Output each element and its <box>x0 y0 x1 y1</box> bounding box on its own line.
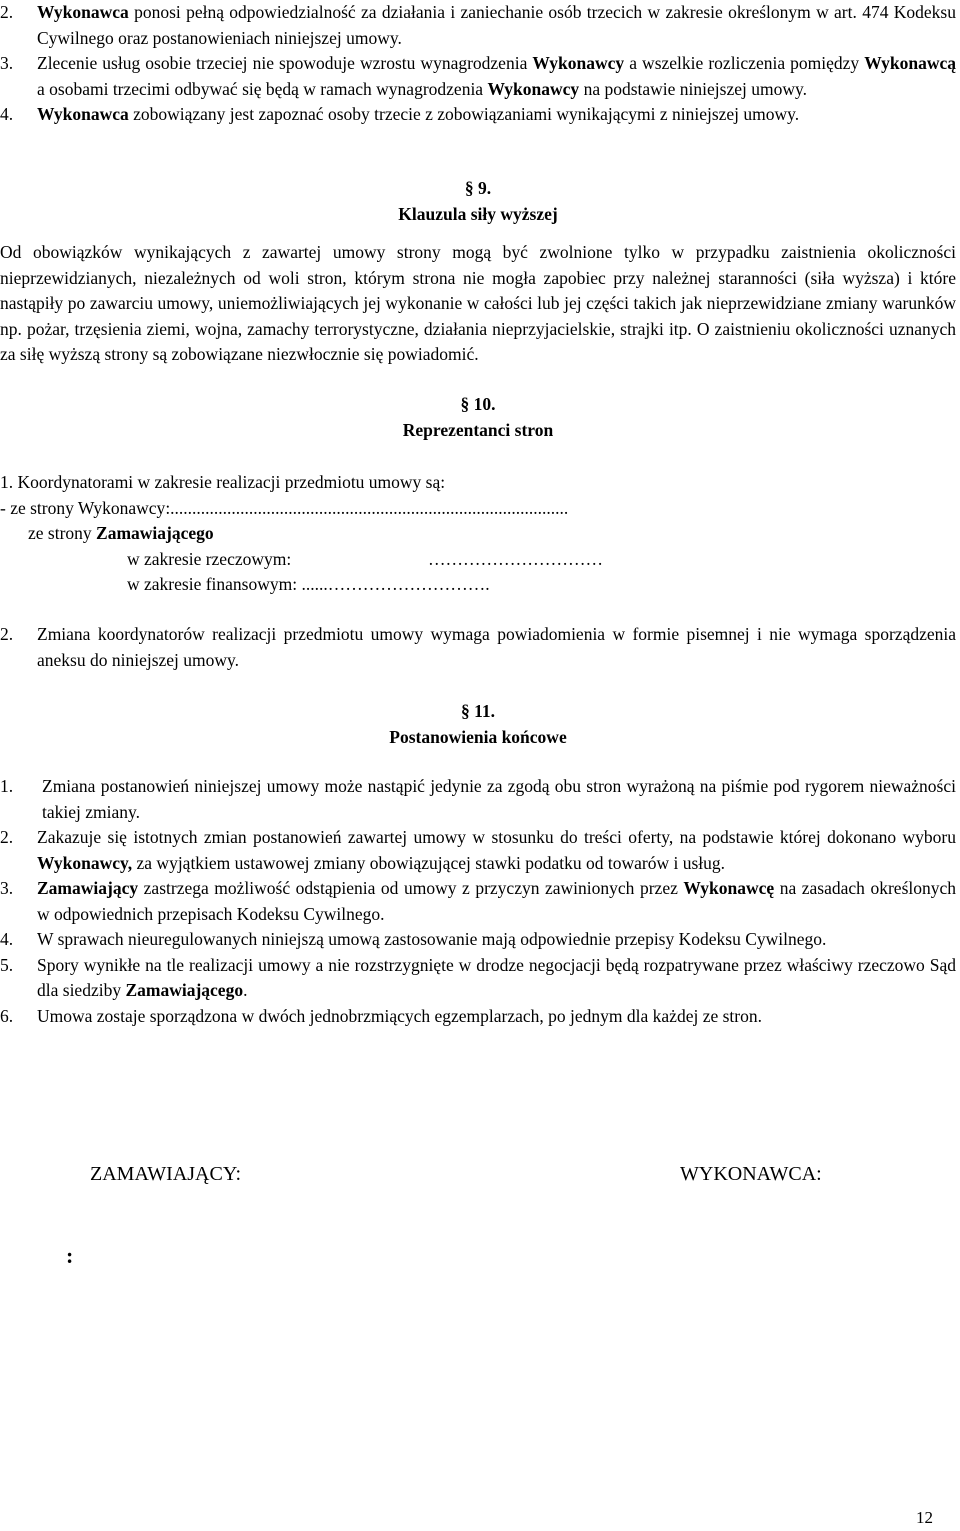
section-10-item-2 <box>0 622 956 673</box>
coordinator-financial-scope: w zakresie finansowym: ......………………………. <box>127 574 490 594</box>
stray-colon: : <box>66 1243 74 1268</box>
section-10 <box>0 392 956 443</box>
section-heading: § 10. <box>460 394 496 414</box>
coordinators-intro: 1. Koordynatorami w zakresie realizacji przedmiotu umowy są: <box>0 472 446 492</box>
list-item: 2. Zmiana koordynatorów realizacji przedmiotu umowy wymaga powiadomienia w formie pisemnej i nie wymaga sporządzenia aneksu do niniejszej umowy. <box>0 624 956 670</box>
section-text: Od obowiązków wynikających z zawartej umowy strony mogą być zwolnione tylko w przypadku zaistnienia okoliczności nieprzewidzianych, niezależnych od woli stron, którym strona nie mogła zapobiec przy należnej staranności (siła wyższa) i które nastąpiły po zawarciu umowy, uniemożliwiających jej wykonanie w całości lub jej części takich jak nieprzewidziane zmiany warunków np. pożar, trzęsienia ziemi, wojna, zamachy terrorystyczne, działania nieprzyjacielskie, strajki itp. O zaistnieniu okoliczności uznanych za siłę wyższą strony są zobowiązane niezwłocznie się powiadomić. <box>0 242 956 364</box>
section-11 <box>0 699 956 1029</box>
section-title: Reprezentanci stron <box>402 419 554 440</box>
section-title: Klauzula siły wyższej <box>398 203 558 224</box>
section-9 <box>0 176 956 368</box>
list-item: 4. Wykonawca zobowiązany jest zapoznać osoby trzecie z zobowiązaniami wynikającymi z niniejszej umowy. <box>0 104 800 124</box>
list-item: 4. W sprawach nieuregulowanych niniejszą umową zastosowanie mają odpowiednie przepisy Kodeksu Cywilnego. <box>0 929 827 949</box>
coordinator-contractor: - ze strony Wykonawcy:........................................................................................... <box>0 498 569 518</box>
coordinator-material-blank: ………………………… <box>428 549 603 569</box>
section-heading: § 9. <box>464 178 492 198</box>
section-8-items <box>0 0 956 128</box>
list-item: 3. Zamawiający zastrzega możliwość odstąpienia od umowy z przyczyn zawinionych przez Wykonawcę na zasadach określonych w odpowiednich przepisach Kodeksu Cywilnego. <box>0 878 957 924</box>
signature-contractor-label: WYKONAWCA: <box>680 1163 822 1185</box>
list-item: 5. Spory wynikłe na tle realizacji umowy a nie rozstrzygnięte w drodze negocjacji będą rozpatrywane przez właściwy rzeczowo Sąd dla siedziby Zamawiającego. <box>0 954 956 1000</box>
list-item: 1. Zmiana postanowień niniejszej umowy może nastąpić jedynie za zgodą obu stron wyrażoną na piśmie pod rygorem nieważności takiej zmiany. <box>0 776 956 822</box>
list-item: 6. Umowa zostaje sporządzona w dwóch jednobrzmiących egzemplarzach, po jednym dla każdej ze stron. <box>0 1005 762 1026</box>
coordinator-material-scope: w zakresie rzeczowym: <box>127 549 292 569</box>
list-item: 2. Wykonawca ponosi pełną odpowiedzialność za działania i zaniechanie osób trzecich w zakresie określonym w art. 474 Kodeksu Cywilnego oraz postanowieniach niniejszej umowy. <box>0 2 956 48</box>
page-number: 12 <box>916 1508 933 1527</box>
section-title: Postanowienia końcowe <box>389 726 567 747</box>
section-heading: § 11. <box>460 701 496 721</box>
list-item: 3. Zlecenie usług osobie trzeciej nie spowoduje wzrostu wynagrodzenia Wykonawcy a wszelkie rozliczenia pomiędzy Wykonawcą a osobami trzecimi odbywać się będą w ramach wynagrodzenia Wykonawcy na podstawie niniejszej umowy. <box>0 53 956 99</box>
coordinator-client: ze strony Zamawiającego <box>28 523 214 543</box>
signature-client-label: ZAMAWIAJĄCY: <box>90 1163 241 1185</box>
list-item: 2. Zakazuje się istotnych zmian postanowień zawartej umowy w stosunku do treści oferty, na podstawie której dokonano wyboru Wykonawcy, za wyjątkiem ustawowej zmiany obowiązującej stawki podatku od towarów i usług. <box>0 827 956 873</box>
